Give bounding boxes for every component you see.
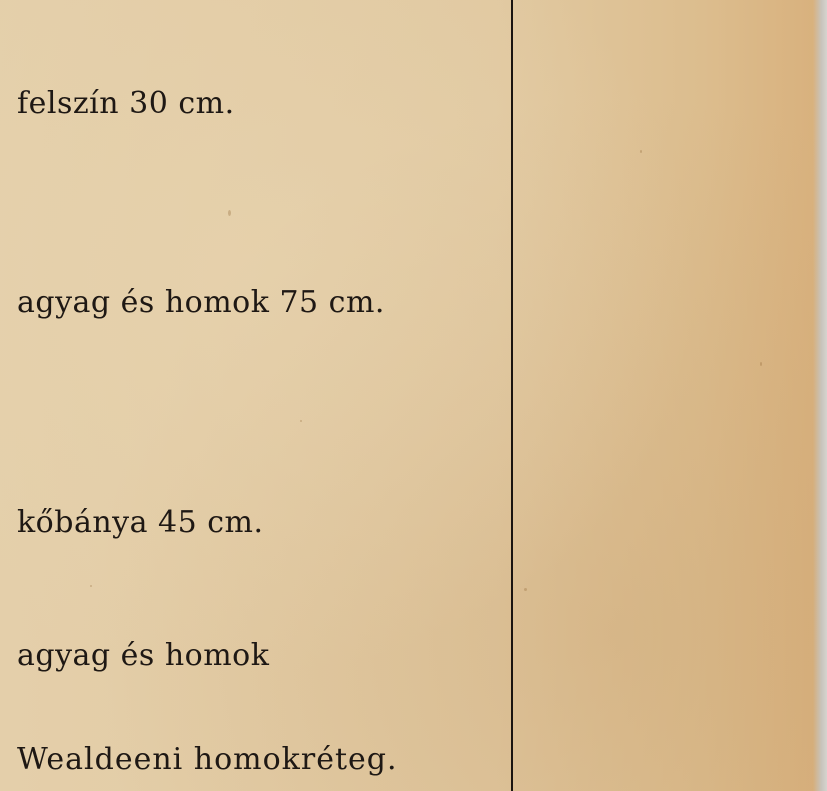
paper-speck bbox=[228, 210, 231, 216]
column-divider-line bbox=[511, 0, 513, 791]
paper-speck bbox=[760, 362, 762, 366]
paper-speck bbox=[640, 150, 642, 153]
paper-speck bbox=[90, 585, 92, 587]
stratum-label-2: agyag és homok 75 cm. bbox=[17, 285, 385, 320]
stratum-label-5: Wealdeeni homokréteg. bbox=[17, 742, 398, 777]
stratum-label-1: felszín 30 cm. bbox=[17, 86, 235, 121]
paper-speck bbox=[524, 588, 527, 591]
stratum-label-4: agyag és homok bbox=[17, 638, 270, 673]
page-edge-shadow bbox=[813, 0, 827, 791]
stratum-label-3: kőbánya 45 cm. bbox=[17, 505, 264, 540]
paper-speck bbox=[300, 420, 302, 422]
